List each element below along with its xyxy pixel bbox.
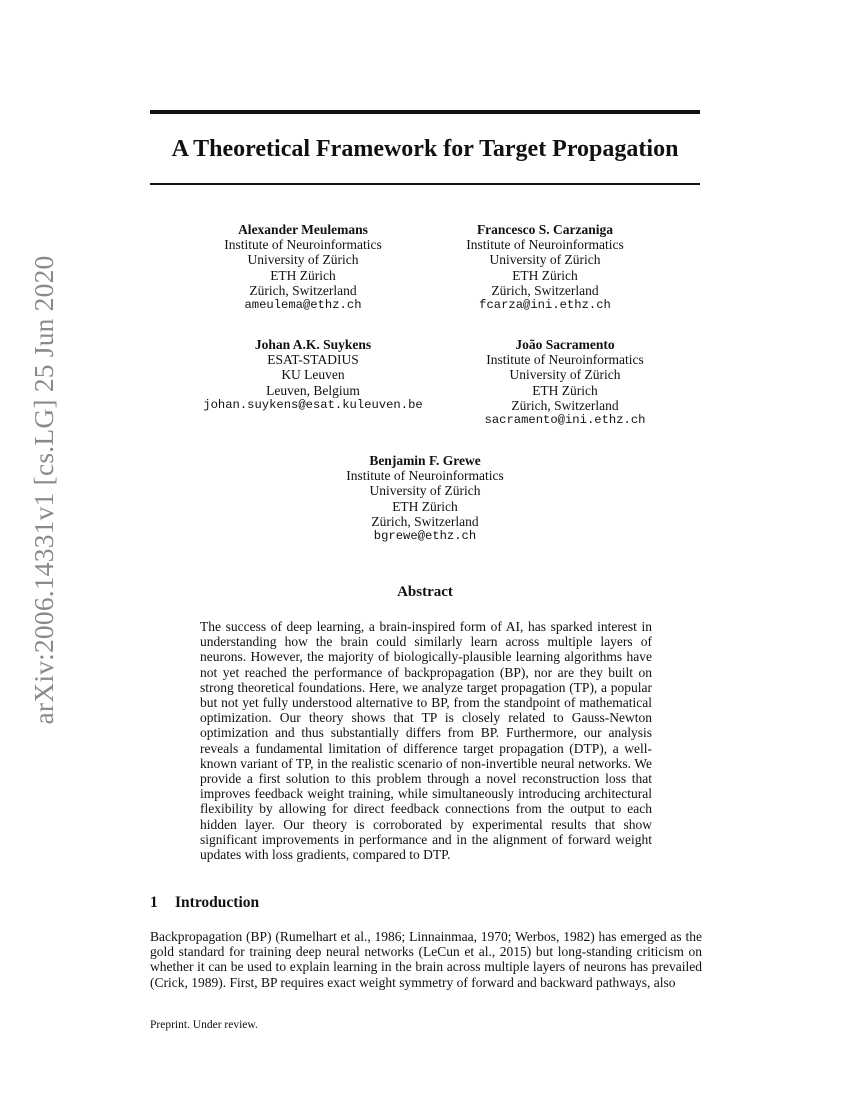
title-bottom-rule <box>150 183 700 185</box>
author-affiliation-line: ETH Zürich <box>512 267 578 283</box>
author-affiliation-line: ETH Zürich <box>270 267 336 283</box>
section-title: Introduction <box>175 894 260 911</box>
preprint-footer: Preprint. Under review. <box>150 1019 258 1031</box>
author-affiliation-line: University of Zürich <box>369 483 481 499</box>
author-affiliation-line: Zürich, Switzerland <box>249 282 357 298</box>
author-name: Francesco S. Carzaniga <box>476 222 614 237</box>
author-affiliation-line: University of Zürich <box>509 367 621 383</box>
author-affiliation-line: University of Zürich <box>489 252 601 268</box>
author-email: ameulema@ethz.ch <box>244 298 362 313</box>
arxiv-stamp-text: arXiv:2006.14331v1 [cs.LG] 25 Jun 2020 <box>28 255 59 725</box>
author-block-sacramento <box>465 337 665 428</box>
author-block-meulemans <box>203 222 403 313</box>
author-affiliation-line: Zürich, Switzerland <box>491 282 599 298</box>
author-email: johan.suykens@esat.kuleuven.be <box>203 397 423 412</box>
author-affiliation-line: Leuven, Belgium <box>266 382 360 398</box>
arxiv-stamp <box>24 255 64 725</box>
author-affiliation-line: Zürich, Switzerland <box>371 513 479 529</box>
introduction-text: Backpropagation (BP) (Rumelhart et al., 1986; Linnainmaa, 1970; Werbos, 1982) has emerged as the gold standard for training deep neural networks (LeCun et al., 2015) but long-standing criticism on whether it can be used to explain learning in the brain across multiple layers of neurons has prevailed (Crick, 1989). First, BP requires exact weight symmetry of forward and backward pathways, also <box>150 929 702 990</box>
section-number: 1 <box>150 894 158 911</box>
author-email: sacramento@ini.ethz.ch <box>484 413 646 428</box>
author-affiliation-line: KU Leuven <box>281 367 345 383</box>
paper-title: A Theoretical Framework for Target Propagation <box>171 136 679 162</box>
author-affiliation-line: Zürich, Switzerland <box>511 397 619 413</box>
author-email: bgrewe@ethz.ch <box>373 529 477 544</box>
author-name: Alexander Meulemans <box>238 222 368 237</box>
author-affiliation-line: Institute of Neuroinformatics <box>346 468 504 484</box>
author-affiliation-line: ETH Zürich <box>392 498 458 514</box>
author-block-carzaniga <box>445 222 645 313</box>
author-block-grewe <box>325 453 525 544</box>
author-affiliation-line: ESAT-STADIUS <box>267 352 359 368</box>
author-affiliation-line: ETH Zürich <box>532 382 598 398</box>
abstract-text: The success of deep learning, a brain-inspired form of AI, has sparked interest in understanding how the brain could similarly learn across multiple layers of neurons. However, the majority of biologically-plausible learning algorithms have not yet reached the performance of backpropagation (BP), nor are they built on strong theoretical foundations. Here, we analyze target propagation (TP), a popular but not yet fully understood alternative to BP, from the standpoint of mathematical optimization. Our theory shows that TP is closely related to Gauss-Newton optimization and thus substantially differs from BP. Furthermore, our analysis reveals a fundamental limitation of difference target propagation (DTP), a well-known variant of TP, in the realistic scenario of non-invertible neural networks. We provide a first solution to this problem through a novel reconstruction loss that improves feedback weight training, while simultaneously introducing architectural flexibility by allowing for direct feedback connections from the output to each hidden layer. Our theory is corroborated by experimental results that show significant improvements in performance and in the alignment of forward weight updates with loss gradients, compared to DTP. <box>200 619 652 863</box>
title-top-rule <box>150 110 700 114</box>
author-affiliation-line: Institute of Neuroinformatics <box>466 237 624 253</box>
author-affiliation-line: Institute of Neuroinformatics <box>224 237 382 253</box>
author-block-suykens <box>183 337 443 413</box>
author-name: João Sacramento <box>515 337 615 352</box>
author-name: Johan A.K. Suykens <box>254 337 372 352</box>
author-name: Benjamin F. Grewe <box>369 453 481 468</box>
abstract-heading: Abstract <box>397 584 453 600</box>
section-heading-introduction <box>150 893 259 913</box>
author-email: fcarza@ini.ethz.ch <box>479 298 611 313</box>
author-affiliation-line: Institute of Neuroinformatics <box>486 352 644 368</box>
author-affiliation-line: University of Zürich <box>247 252 359 268</box>
